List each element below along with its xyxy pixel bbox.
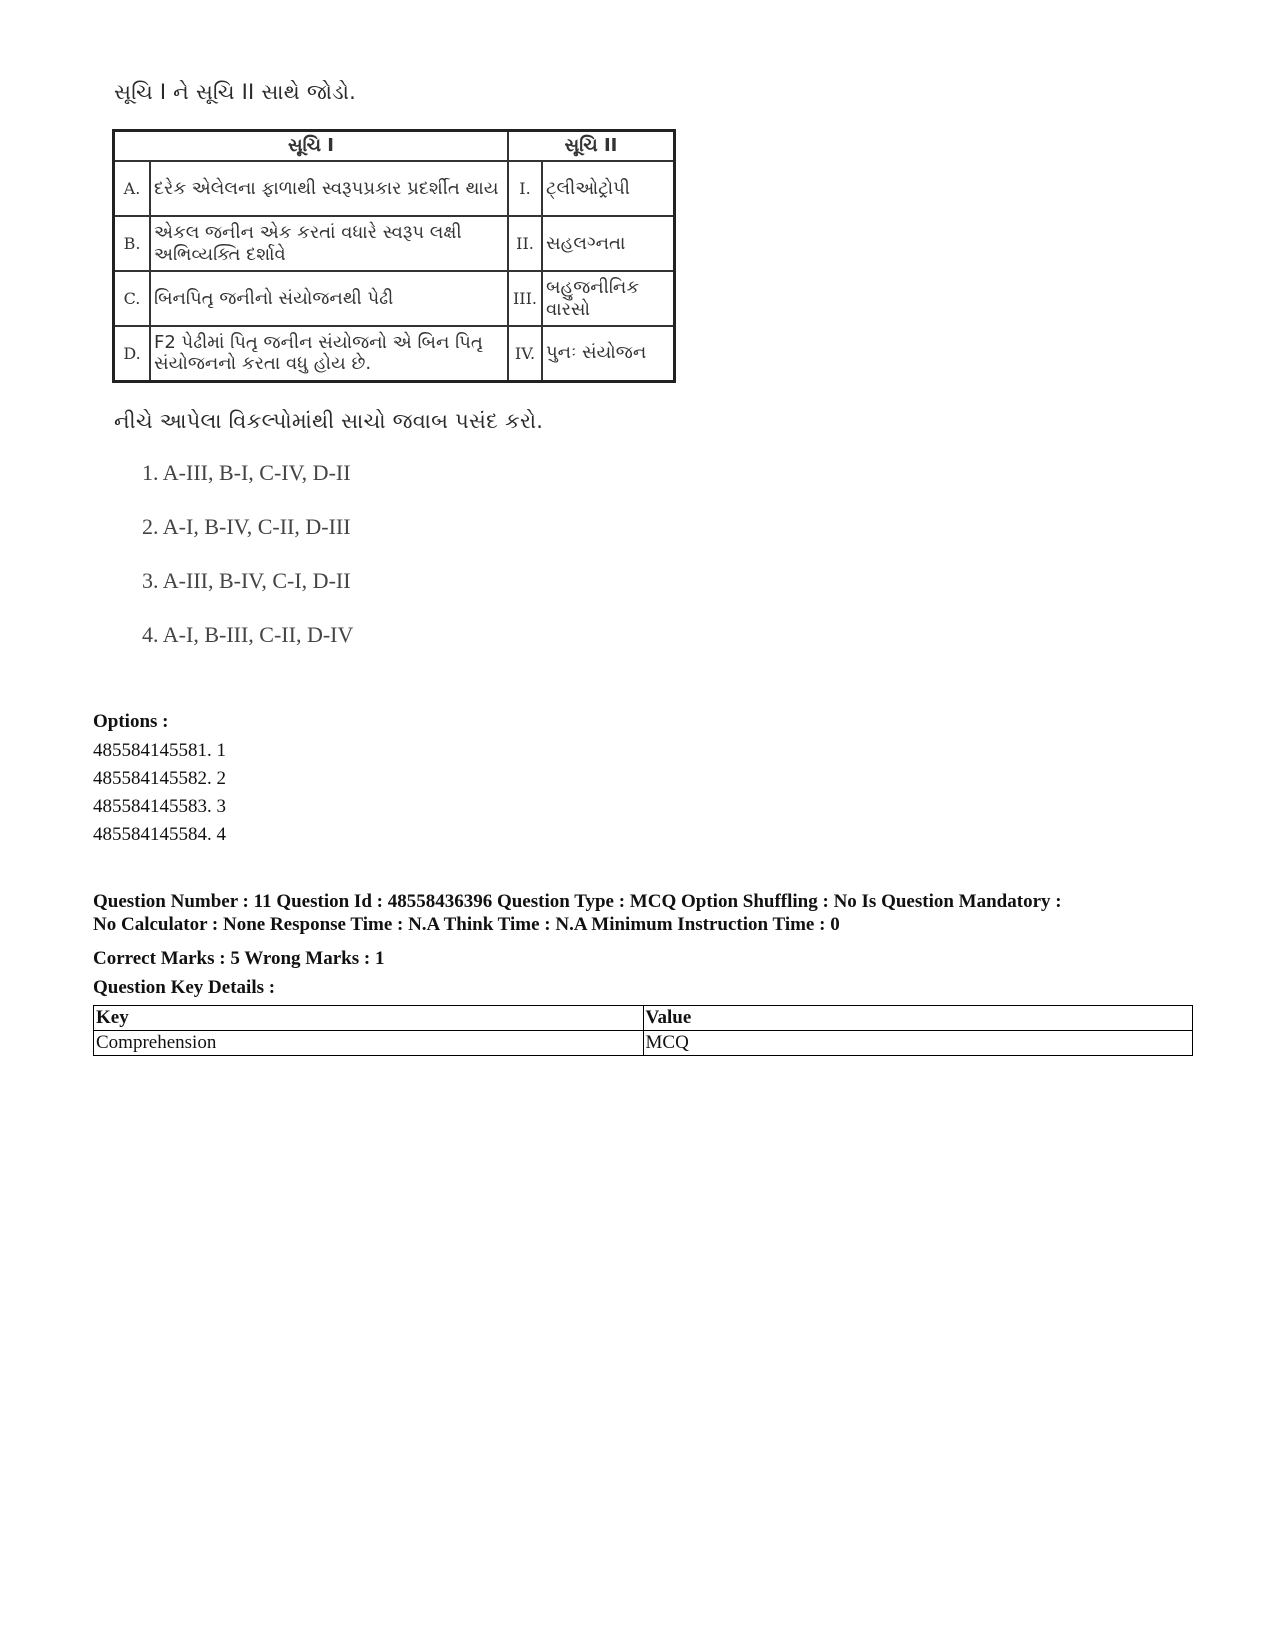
list-two-item: પુનઃ સંયોજન — [542, 326, 675, 381]
match-row — [114, 326, 675, 381]
row-letter: D. — [114, 326, 151, 381]
answer-choice: 1. A-III, B-I, C-IV, D-II — [142, 459, 351, 485]
list-one-item: F2 પેઢીમાં પિતૃ જનીન સંયોજનો એ બિન પિતૃ સંયોજનનો કરતા વધુ હોય છે. — [150, 326, 508, 381]
option-item: 485584145583. 3 — [93, 796, 226, 817]
answer-choice: 4. A-I, B-III, C-II, D-IV — [142, 621, 354, 647]
row-roman: I. — [508, 161, 542, 216]
options-label: Options : — [93, 711, 169, 732]
match-row — [114, 216, 675, 271]
key-details-label: Question Key Details : — [93, 977, 276, 998]
row-letter: B. — [114, 216, 151, 271]
match-table — [112, 129, 676, 383]
question-header-line: Question Number : 11 Question Id : 48558436396 Question Type : MCQ Option Shuffling : No Is Question Mandatory : — [93, 891, 1062, 912]
list-two-item: બહુજનીનિક વારસો — [542, 271, 675, 326]
marks-line: Correct Marks : 5 Wrong Marks : 1 — [93, 948, 385, 969]
option-item: 485584145582. 2 — [93, 768, 226, 789]
list-two-header: સૂચિ II — [508, 131, 675, 162]
match-instruction: સૂચિ I ને સૂચિ II સાથે જોડો. — [114, 80, 357, 104]
list-one-item: એકલ જનીન એક કરતાં વધારે સ્વરૂપ લક્ષી અભિવ્યક્તિ દર્શાવે — [150, 216, 508, 271]
answer-choice: 2. A-I, B-IV, C-II, D-III — [142, 513, 351, 539]
list-one-item: દરેક એલેલના ફાળાથી સ્વરૂપપ્રકાર પ્રદર્શીત થાય — [150, 161, 508, 216]
table-cell: Comprehension — [94, 1031, 644, 1056]
list-one-header: સૂચિ I — [114, 131, 509, 162]
question-header — [93, 890, 1193, 936]
row-letter: A. — [114, 161, 151, 216]
table-cell: MCQ — [643, 1031, 1193, 1056]
row-letter: C. — [114, 271, 151, 326]
table-header-cell: Value — [643, 1006, 1193, 1031]
row-roman: III. — [508, 271, 542, 326]
table-row — [94, 1031, 1193, 1056]
table-header-cell: Key — [94, 1006, 644, 1031]
row-roman: II. — [508, 216, 542, 271]
key-details-table — [93, 1005, 1193, 1056]
list-two-item: ટ્લીઓટ્રોપી — [542, 161, 675, 216]
question-image — [112, 80, 712, 676]
row-roman: IV. — [508, 326, 542, 381]
answer-choice: 3. A-III, B-IV, C-I, D-II — [142, 567, 351, 593]
match-row — [114, 161, 675, 216]
option-item: 485584145584. 4 — [93, 824, 226, 845]
question-header-line: No Calculator : None Response Time : N.A Think Time : N.A Minimum Instruction Time : 0 — [93, 914, 840, 935]
option-item: 485584145581. 1 — [93, 740, 226, 761]
match-row — [114, 271, 675, 326]
table-header-row — [94, 1006, 1193, 1031]
choose-instruction: નીચે આપેલા વિકલ્પોમાંથી સાચો જવાબ પસંદ કરો. — [114, 408, 544, 433]
list-one-item: બિનપિતૃ જનીનો સંયોજનથી પેઢી — [150, 271, 508, 326]
list-two-item: સહલગ્નતા — [542, 216, 675, 271]
options-list — [93, 737, 1193, 849]
